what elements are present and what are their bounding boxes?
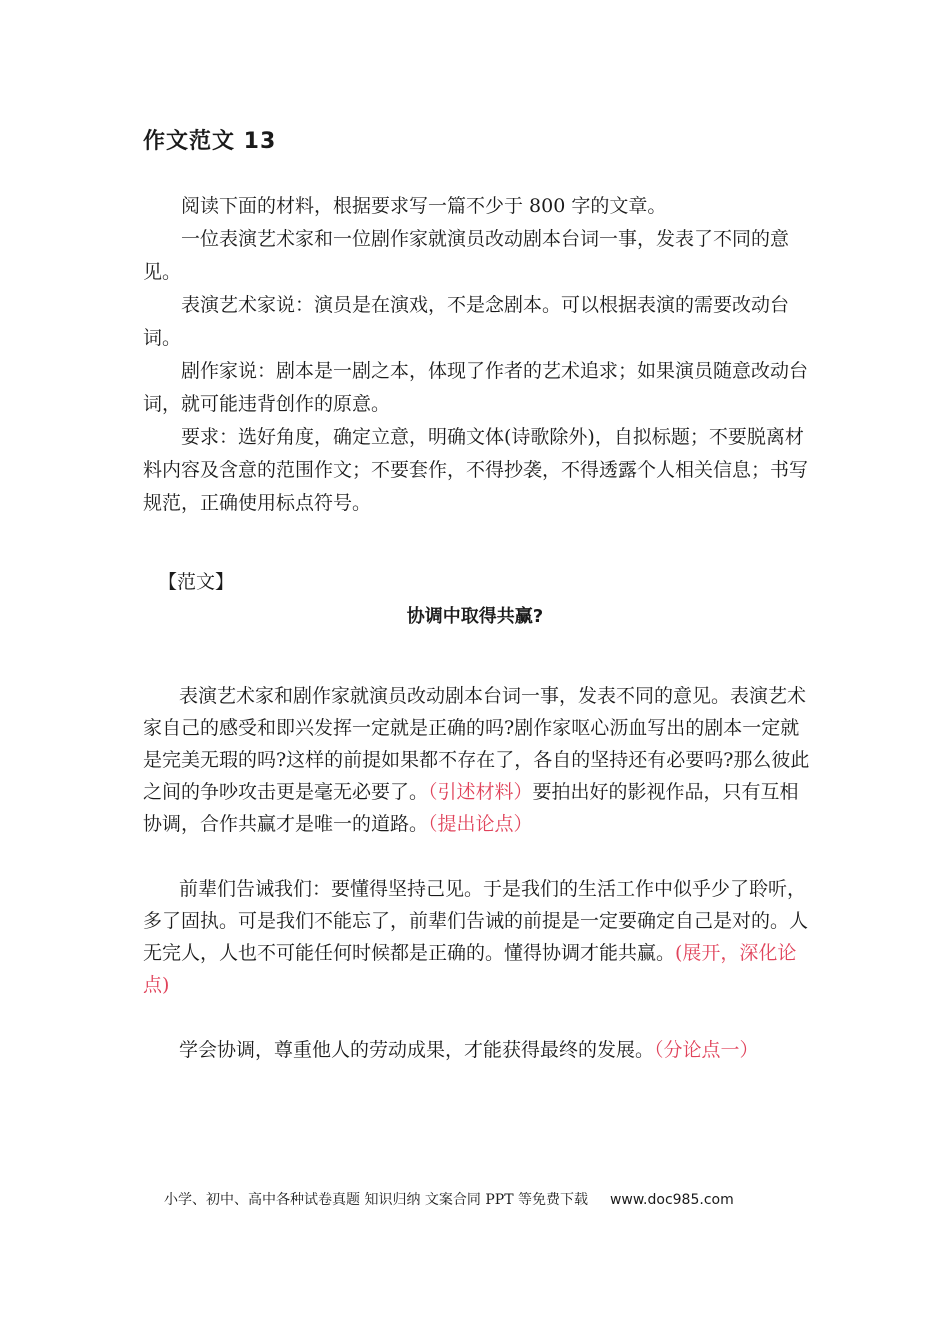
essay-paragraph bbox=[143, 1034, 815, 1066]
annotation: (展开，深化论点) bbox=[143, 942, 797, 996]
prompt-paragraph: 剧作家说：剧本是一剧之本，体现了作者的艺术追求；如果演员随意改动台词，就可能违背创作的原意。 bbox=[143, 360, 809, 415]
essay-paragraph bbox=[143, 680, 815, 840]
annotation: （分论点一） bbox=[654, 1039, 759, 1061]
essay-label: 【范文】 bbox=[158, 571, 235, 593]
essay-text: 要拍出好的影视作品，只有互相协调，合作共赢才是唯一的道路。 bbox=[143, 781, 799, 835]
essay-body bbox=[143, 680, 815, 1099]
essay-paragraph bbox=[143, 873, 815, 1001]
prompt-paragraph: 表演艺术家说：演员是在演戏，不是念剧本。可以根据表演的需要改动台词。 bbox=[143, 294, 790, 349]
prompt-paragraph: 一位表演艺术家和一位剧作家就演员改动剧本台词一事，发表了不同的意见。 bbox=[143, 228, 790, 283]
footer-url[interactable]: www.doc985.com bbox=[609, 1192, 734, 1208]
page-footer bbox=[164, 1190, 734, 1210]
prompt-paragraph: 阅读下面的材料，根据要求写一篇不少于 800 字的文章。 bbox=[181, 195, 667, 217]
annotation: （引述材料） bbox=[428, 781, 533, 803]
annotation: （提出论点） bbox=[428, 813, 533, 835]
prompt-section bbox=[143, 190, 813, 520]
page-title: 作文范文 13 bbox=[143, 129, 277, 154]
essay-text: 前辈们告诫我们：要懂得坚持己见。于是我们的生活工作中似乎少了聆听，多了固执。可是我们不能忘了，前辈们告诫的前提是一定要确定自己是对的。人无完人，人也不可能任何时候都是正确的。懂得协调才能共赢。 bbox=[143, 878, 809, 964]
footer-text: 小学、初中、高中各种试卷真题 知识归纳 文案合同 PPT 等免费下载 bbox=[164, 1192, 588, 1208]
essay-text: 学会协调，尊重他人的劳动成果，才能获得最终的发展。 bbox=[179, 1039, 655, 1061]
essay-title: 协调中取得共赢? bbox=[406, 606, 544, 627]
essay-text: 表演艺术家和剧作家就演员改动剧本台词一事，发表不同的意见。表演艺术家自己的感受和即兴发挥一定就是正确的吗?剧作家呕心沥血写出的剧本一定就是完美无瑕的吗?这样的前提如果都不存在了，各自的坚持还有必要吗?那么彼此之间的争吵攻击更是毫无必要了。 bbox=[143, 685, 810, 803]
prompt-paragraph: 要求：选好角度，确定立意，明确文体(诗歌除外)，自拟标题；不要脱离材料内容及含意的范围作文；不要套作，不得抄袭，不得透露个人相关信息；书写规范，正确使用标点符号。 bbox=[143, 426, 809, 514]
